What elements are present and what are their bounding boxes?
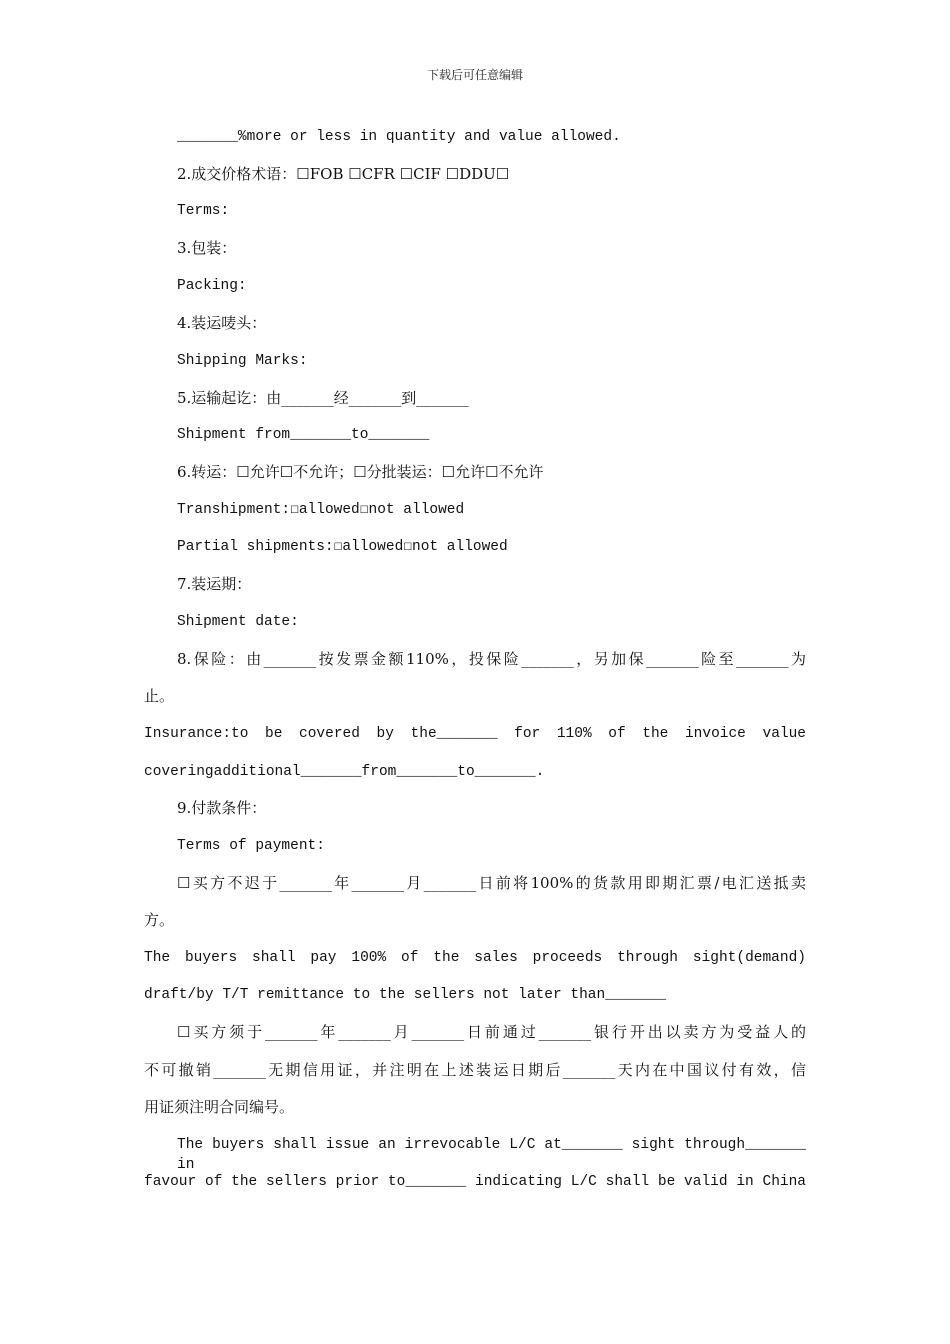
shipment-date-cn: 7.装运期： <box>177 575 252 593</box>
shipment-route-cn: 5.运输起讫：由_______经_______到_______ <box>177 389 469 407</box>
packing-en: Packing: <box>177 278 247 294</box>
shipping-marks-en: Shipping Marks: <box>177 353 308 369</box>
insurance-en-cont: coveringadditional_______from_______to_______. <box>144 764 545 780</box>
payment-lc-cn-cont: 不可撤销_______无期信用证，并注明在上述装运日期后_______天内在中国议付有效，信 <box>144 1061 806 1079</box>
payment-lc-en: The buyers shall issue an irrevocable L/C at_______ sight through_______ in <box>177 1137 806 1173</box>
insurance-cn: 8.保险：由_______按发票金额110%，投保险_______，另加保_______险至_______为 <box>177 650 806 668</box>
payment-tt-en-cont: draft/by T/T remittance to the sellers not later than_______ <box>144 987 667 1003</box>
transhipment-cn: 6.转运：☐允许☐不允许；☐分批装运：☐允许☐不允许 <box>177 463 544 481</box>
packing-cn: 3.包装： <box>177 239 237 257</box>
terms-en: Terms: <box>177 203 230 219</box>
shipping-marks-cn: 4.装运唛头： <box>177 314 267 332</box>
shipment-date-en: Shipment date: <box>177 614 299 630</box>
transhipment-en: Transhipment:☐allowed☐not allowed <box>177 502 465 518</box>
payment-terms-cn: 9.付款条件： <box>177 799 267 817</box>
payment-terms-en: Terms of payment: <box>177 838 325 854</box>
payment-lc-en-cont: favour of the sellers prior to_______ indicating L/C shall be valid in China <box>144 1174 806 1190</box>
payment-tt-en: The buyers shall pay 100% of the sales proceeds through sight(demand) <box>144 950 806 966</box>
quantity-tolerance-line: _______%more or less in quantity and value allowed. <box>177 129 621 145</box>
insurance-cn-cont: 止。 <box>144 687 175 705</box>
payment-tt-cn: ☐买方不迟于_______年_______月_______日前将100%的货款用即期汇票/电汇送抵卖 <box>177 874 806 892</box>
page-header: 下载后可任意编辑 <box>426 68 523 82</box>
payment-lc-cn-cont2: 用证须注明合同编号。 <box>144 1098 295 1116</box>
price-terms-cn: 2.成交价格术语：☐FOB ☐CFR ☐CIF ☐DDU☐ <box>177 165 510 183</box>
shipment-route-en: Shipment from_______to_______ <box>177 427 430 443</box>
payment-lc-cn: ☐买方须于_______年_______月_______日前通过_______银行开出以卖方为受益人的 <box>177 1023 806 1041</box>
insurance-en: Insurance:to be covered by the_______ for 110% of the invoice value <box>144 726 806 742</box>
payment-tt-cn-cont: 方。 <box>144 911 175 929</box>
partial-shipments-en: Partial shipments:☐allowed☐not allowed <box>177 539 508 555</box>
